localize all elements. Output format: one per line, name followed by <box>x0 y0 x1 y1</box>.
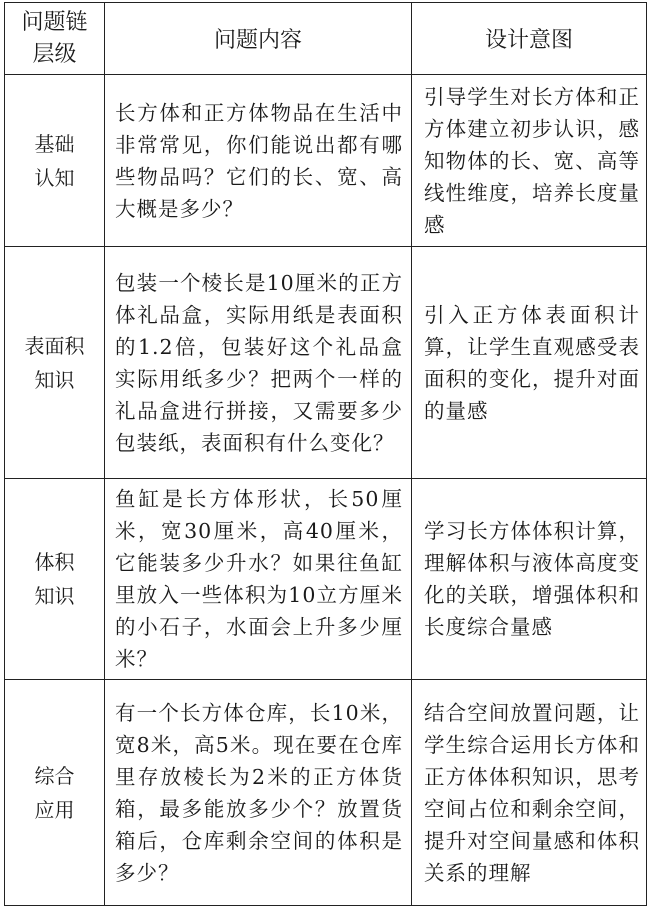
header-level <box>5 3 105 75</box>
level-label: 综合 应用 <box>34 763 75 822</box>
header-content: 问题内容 <box>105 3 412 75</box>
header-level-label: 问题链 层级 <box>21 9 88 67</box>
intent-cell: 引导学生对长方体和正方体建立初步认识，感知物体的长、宽、高等线性维度，培养长度量感 <box>412 75 647 247</box>
level-label: 基础 认知 <box>34 131 75 190</box>
level-label: 体积 知识 <box>34 550 75 608</box>
level-cell <box>5 247 105 479</box>
level-label: 表面积 知识 <box>24 333 85 392</box>
level-cell <box>5 680 105 906</box>
level-cell <box>5 479 105 680</box>
content-cell: 鱼缸是长方体形状，长50厘米，宽30厘米，高40厘米，它能装多少升水？如果往鱼缸里放入一些体积为10立方厘米的小石子，水面会上升多少厘米？ <box>105 479 412 680</box>
intent-cell: 学习长方体体积计算，理解体积与液体高度变化的关联，增强体积和长度综合量感 <box>412 479 647 680</box>
intent-cell: 结合空间放置问题，让学生综合运用长方体和正方体体积知识，思考空间占位和剩余空间，提升对空间量感和体积关系的理解 <box>412 680 647 906</box>
table-header-row <box>5 3 647 75</box>
content-cell: 长方体和正方体物品在生活中非常常见，你们能说出都有哪些物品吗？它们的长、宽、高大概是多少？ <box>105 75 412 247</box>
table-row <box>5 247 647 479</box>
level-cell <box>5 75 105 247</box>
table-row <box>5 479 647 680</box>
table-row <box>5 680 647 906</box>
intent-cell: 引入正方体表面积计算，让学生直观感受表面积的变化，提升对面的量感 <box>412 247 647 479</box>
header-intent: 设计意图 <box>412 3 647 75</box>
content-cell: 有一个长方体仓库，长10米，宽8米，高5米。现在要在仓库里存放棱长为2米的正方体货箱，最多能放多少个？放置货箱后，仓库剩余空间的体积是多少？ <box>105 680 412 906</box>
content-cell: 包装一个棱长是10厘米的正方体礼品盒，实际用纸是表面积的1.2倍，包装好这个礼品盒实际用纸多少？把两个一样的礼品盒进行拼接，又需要多少包装纸，表面积有什么变化？ <box>105 247 412 479</box>
question-chain-table <box>4 2 647 906</box>
table-row <box>5 75 647 247</box>
